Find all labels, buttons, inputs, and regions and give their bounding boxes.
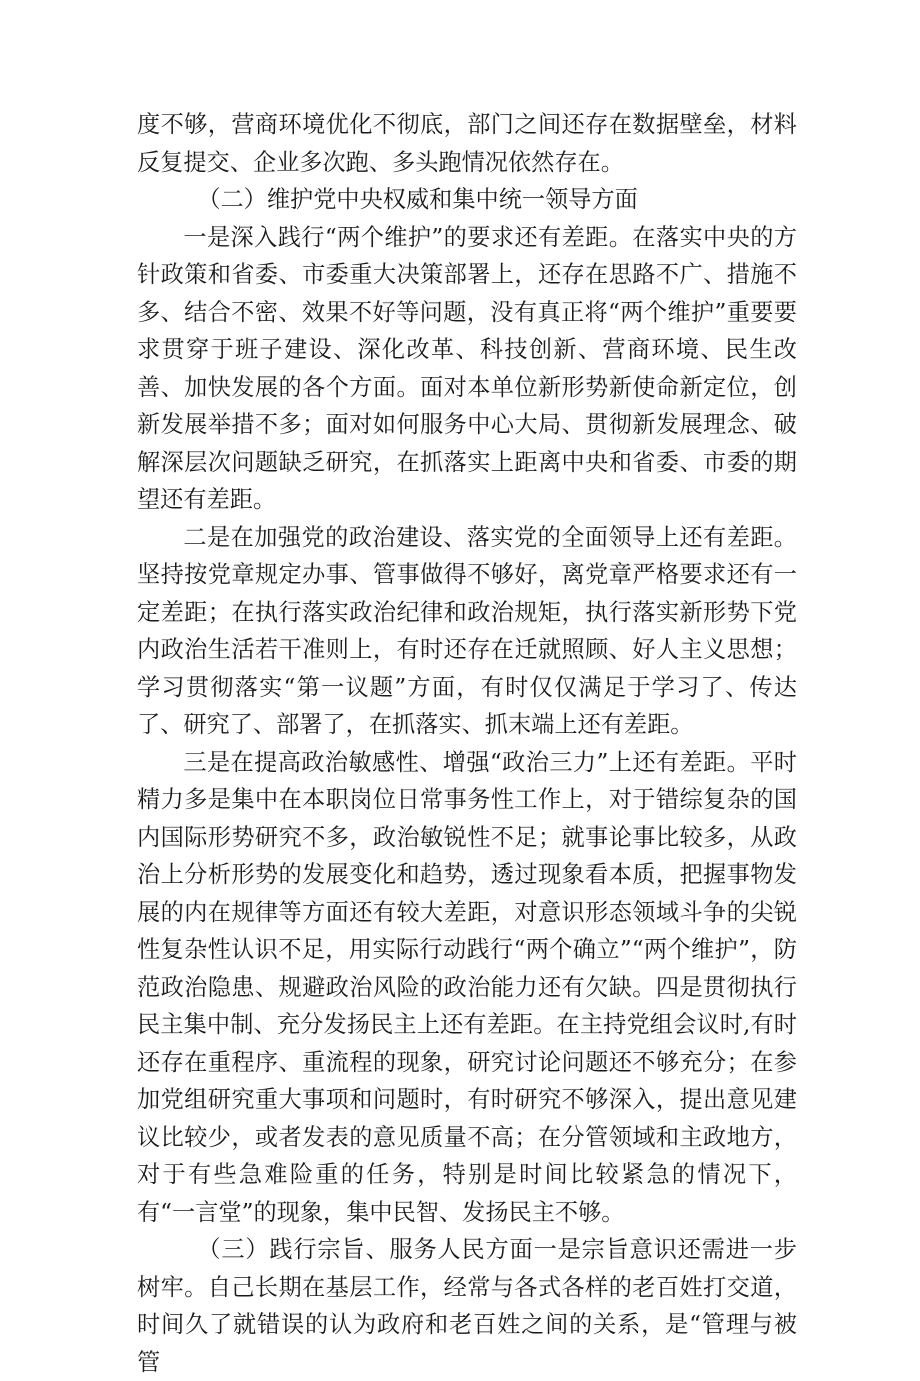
document-body — [137, 106, 797, 1381]
section-heading-3: （三）践行宗旨、服务人民方面一是宗旨意识还需进一步树牢。自己长期在基层工作，经常与各式各样的老百姓打交道，时间久了就错误的认为政府和老百姓之间的关系，是“管理与被管 — [137, 1236, 797, 1376]
paragraph-point-3-4: 三是在提高政治敏感性、增强“政治三力”上还有差距。平时精力多是集中在本职岗位日常事务性工作上，对于错综复杂的国内国际形势研究不多，政治敏锐性不足；就事论事比较多，从政治上分析形势的发展变化和趋势，透过现象看本质，把握事物发展的内在规律等方面还有较大差距，对意识形态领域斗争的尖锐性复杂性认识不足，用实际行动践行“两个确立”“两个维护”，防范政治隐患、规避政治风险的政治能力还有欠缺。四是贯彻执行民主集中制、充分发扬民主上还有差距。在主持党组会议时,有时还存在重程序、重流程的现象，研究讨论问题还不够充分；在参加党组研究重大事项和问题时，有时研究不够深入，提出意见建议比较少，或者发表的意见质量不高；在分管领域和主政地方，对于有些急难险重的任务，特别是时间比较紧急的情况下，有“一言堂”的现象，集中民智、发扬民主不够。 — [137, 748, 797, 1226]
section-heading-2: （二）维护党中央权威和集中统一领导方面 — [197, 186, 638, 213]
paragraph-continuation: 度不够，营商环境优化不彻底，部门之间还存在数据壁垒，材料反复提交、企业多次跑、多头跑情况依然存在。 — [137, 111, 797, 176]
paragraph-point-2: 二是在加强党的政治建设、落实党的全面领导上还有差距。坚持按党章规定办事、管事做得不够好，离党章严格要求还有一定差距；在执行落实政治纪律和政治规矩，执行落实新形势下党内政治生活若干准则上，有时还存在迁就照顾、好人主义思想；学习贯彻落实“第一议题”方面，有时仅仅满足于学习了、传达了、研究了、部署了，在抓落实、抓末端上还有差距。 — [137, 523, 797, 738]
paragraph-point-1: 一是深入践行“两个维护”的要求还有差距。在落实中央的方针政策和省委、市委重大决策部署上，还存在思路不广、措施不多、结合不密、效果不好等问题，没有真正将“两个维护”重要要求贯穿于班子建设、深化改革、科技创新、营商环境、民生改善、加快发展的各个方面。面对本单位新形势新使命新定位，创新发展举措不多；面对如何服务中心大局、贯彻新发展理念、破解深层次问题缺乏研究，在抓落实上距离中央和省委、市委的期望还有差距。 — [137, 223, 797, 513]
